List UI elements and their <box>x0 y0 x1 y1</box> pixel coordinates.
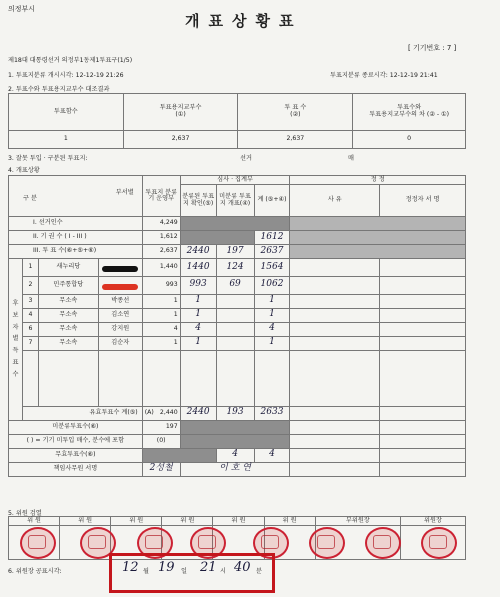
row-electors-value: 4,249 <box>142 217 180 231</box>
handwritten-value: 993 <box>180 276 216 294</box>
th-review: 심사 · 집계부 <box>180 176 290 185</box>
empty-cell <box>216 336 254 350</box>
handwritten-value: 4 <box>180 322 216 336</box>
section-6-title: 6. 위원장 공표시각: <box>8 568 62 575</box>
handwritten-value: 1 <box>254 336 290 350</box>
row-abstain-label: II. 기 권 수 ( I - III ) <box>9 231 143 245</box>
candidate-vertical-label: 후 보 자 별 득 표 수 <box>9 259 23 421</box>
th-sorted: 분류된 투표지 확인(⑤) <box>180 185 216 217</box>
empty-cell <box>380 276 466 294</box>
valid-votes-label: 유효투표수 계(⑤) <box>22 406 142 420</box>
cand-party: 무소속 <box>38 336 98 350</box>
machine-number: [ 기기번호 : 7 ] <box>408 44 457 52</box>
cand-party: 무소속 <box>38 308 98 322</box>
cell: 1 <box>9 130 124 148</box>
section-4-title: 4. 개표상황 <box>8 167 40 174</box>
th-correction: 정 정 <box>290 176 466 185</box>
empty-cell <box>22 350 38 406</box>
cell: 2,637 <box>123 130 238 148</box>
empty-cell <box>380 448 466 462</box>
redacted-name <box>98 276 142 294</box>
empty-cell <box>290 322 380 336</box>
redacted-name <box>98 259 142 277</box>
cand-party: 무소속 <box>38 322 98 336</box>
empty-cell <box>216 350 254 406</box>
col-votes: 투 표 수 (②) <box>238 94 353 131</box>
shaded-cell <box>290 231 466 245</box>
month-unit: 월 <box>143 568 149 575</box>
handwritten-value: 1 <box>254 308 290 322</box>
handwritten-value: 1 <box>180 308 216 322</box>
member-label: 위 원 <box>111 517 162 526</box>
shaded-cell <box>142 448 216 462</box>
empty-cell <box>290 462 380 476</box>
col-ballot-box: 투표함수 <box>9 94 124 131</box>
section-3-label: 3. 잘못 투입 · 구분된 투표지: <box>8 155 88 162</box>
section-2-title: 2. 투표수와 투표용지교부수 대조결과 <box>8 86 110 93</box>
handwritten-value: 2633 <box>254 406 290 420</box>
empty-cell <box>380 308 466 322</box>
member-label: 위원장 <box>401 517 466 526</box>
handwritten-value: 124 <box>216 259 254 277</box>
empty-cell <box>380 420 466 434</box>
handwritten-value: 1 <box>254 294 290 308</box>
empty-cell <box>180 350 216 406</box>
seal-stamp <box>309 527 345 559</box>
announcement-hour: 21 <box>200 560 217 575</box>
signature-label: 책임사무원 서명 <box>9 462 143 476</box>
th-category: 부서별 구 분 <box>9 176 143 217</box>
empty-cell <box>290 336 380 350</box>
empty-cell <box>38 350 98 406</box>
handwritten-value: 2637 <box>254 245 290 259</box>
empty-cell <box>254 350 290 406</box>
empty-cell <box>380 406 466 420</box>
handwritten-signature: 이 호 연 <box>180 462 290 476</box>
row-abstain-value: 1,612 <box>142 231 180 245</box>
empty-cell <box>290 259 380 277</box>
cand-name: 김소연 <box>98 308 142 322</box>
unsorted-label: 미분류투표수(⑥) <box>9 420 143 434</box>
minute-unit: 분 <box>256 568 262 575</box>
unsorted-value: 197 <box>142 420 180 434</box>
th-sorter: 투표지 분류기 운영부 <box>142 176 180 217</box>
empty-cell <box>290 434 380 448</box>
announcement-day: 19 <box>158 560 175 575</box>
day-unit: 일 <box>181 568 187 575</box>
member-label: 위 원 <box>264 517 315 526</box>
handwritten-value: 197 <box>216 245 254 259</box>
empty-cell <box>142 350 180 406</box>
excess-value: (0) <box>142 434 180 448</box>
handwritten-value: 1062 <box>254 276 290 294</box>
cell: 2,637 <box>238 130 353 148</box>
member-label: 부위원장 <box>315 517 400 526</box>
cand-sorter: 1 <box>142 336 180 350</box>
th-unsorted: 미분류 투표지 개표(④) <box>216 185 254 217</box>
handwritten-value: 1 <box>180 294 216 308</box>
row-electors-label: I. 선거인수 <box>9 217 143 231</box>
empty-cell <box>380 259 466 277</box>
col-difference: 투표수와 투표용지교부수의 차 (② - ①) <box>353 94 466 131</box>
handwritten-value: 4 <box>254 322 290 336</box>
section-5-title: 5. 위원 검열 <box>8 510 42 517</box>
member-label: 위 원 <box>162 517 213 526</box>
cand-sorter: 993 <box>142 276 180 294</box>
th-reason: 사 유 <box>290 185 380 217</box>
handwritten-signature: 2성철 <box>142 462 180 476</box>
document-title: 개표상황표 <box>185 12 303 30</box>
empty-cell <box>290 294 380 308</box>
handwritten-value: 4 <box>216 448 254 462</box>
cand-party: 무소속 <box>38 294 98 308</box>
count-table <box>8 175 466 477</box>
election-name: 제18대 대통령선거 의정부1동제1투표구(1/5) <box>8 57 133 64</box>
row-votes-value: 2,637 <box>142 245 180 259</box>
empty-cell <box>290 350 380 406</box>
cand-no: 4 <box>22 308 38 322</box>
shaded-cell <box>180 434 290 448</box>
col-issued: 투표용지교부수 (①) <box>123 94 238 131</box>
shaded-cell <box>180 217 290 231</box>
empty-cell <box>98 350 142 406</box>
th-total: 계 (⑤+④) <box>254 185 290 217</box>
empty-cell <box>380 322 466 336</box>
cand-no: 7 <box>22 336 38 350</box>
invalid-label: 무효투표수(⑥) <box>9 448 143 462</box>
shaded-cell <box>290 245 466 259</box>
empty-cell <box>380 462 466 476</box>
cand-sorter: 1 <box>142 294 180 308</box>
empty-cell <box>290 420 380 434</box>
cand-no: 6 <box>22 322 38 336</box>
member-label: 위 원 <box>213 517 264 526</box>
empty-cell <box>290 308 380 322</box>
handwritten-value: 69 <box>216 276 254 294</box>
handwritten-value: 1440 <box>180 259 216 277</box>
cand-name: 강지원 <box>98 322 142 336</box>
hour-unit: 시 <box>220 568 226 575</box>
empty-cell <box>290 448 380 462</box>
handwritten-value: 4 <box>254 448 290 462</box>
handwritten-value: 2440 <box>180 406 216 420</box>
cell: 0 <box>353 130 466 148</box>
end-time: 투표지분류 종료시각: 12-12-19 21:41 <box>330 72 438 79</box>
cand-no: 2 <box>22 276 38 294</box>
seal-stamp <box>421 527 457 559</box>
member-label: 위 원 <box>60 517 111 526</box>
cand-party: 민주통합당 <box>38 276 98 294</box>
empty-cell <box>380 434 466 448</box>
seal-stamp <box>365 527 401 559</box>
empty-cell <box>380 294 466 308</box>
row-votes-label: III. 투 표 수(⑥+⑤+⑥) <box>9 245 143 259</box>
handwritten-value: 1 <box>180 336 216 350</box>
empty-cell <box>380 350 466 406</box>
cand-no: 1 <box>22 259 38 277</box>
shaded-cell <box>180 420 290 434</box>
cand-party: 새누리당 <box>38 259 98 277</box>
cand-name: 김순자 <box>98 336 142 350</box>
comparison-table <box>8 93 466 149</box>
start-time: 1. 투표지분류 개시시각: 12-12-19 21:26 <box>8 72 124 79</box>
th-signer: 정정자 서 명 <box>380 185 466 217</box>
section-3-value-b: 매 <box>348 155 354 162</box>
cand-sorter: 1,440 <box>142 259 180 277</box>
excess-label: ( ) = 기기 미투입 매수, 분수에 포함 <box>9 434 143 448</box>
section-3-value-a: 선거 <box>240 155 252 162</box>
member-label: 위 원 <box>9 517 60 526</box>
valid-votes-value: (A) 2,440 <box>142 406 180 420</box>
cand-sorter: 1 <box>142 308 180 322</box>
cand-no: 3 <box>22 294 38 308</box>
cand-sorter: 4 <box>142 322 180 336</box>
shaded-cell <box>180 231 254 245</box>
empty-cell <box>380 336 466 350</box>
handwritten-value: 193 <box>216 406 254 420</box>
empty-cell <box>290 276 380 294</box>
handwritten-value: 2440 <box>180 245 216 259</box>
seal-stamp <box>20 527 56 559</box>
empty-cell <box>216 322 254 336</box>
shaded-cell <box>290 217 466 231</box>
empty-cell <box>216 308 254 322</box>
announcement-minute: 40 <box>234 560 251 575</box>
announcement-month: 12 <box>122 560 139 575</box>
handwritten-value: 1564 <box>254 259 290 277</box>
cand-name: 박종선 <box>98 294 142 308</box>
empty-cell <box>290 406 380 420</box>
empty-cell <box>216 294 254 308</box>
city-label: 의정부시 <box>8 5 36 13</box>
handwritten-value: 1612 <box>254 231 290 245</box>
